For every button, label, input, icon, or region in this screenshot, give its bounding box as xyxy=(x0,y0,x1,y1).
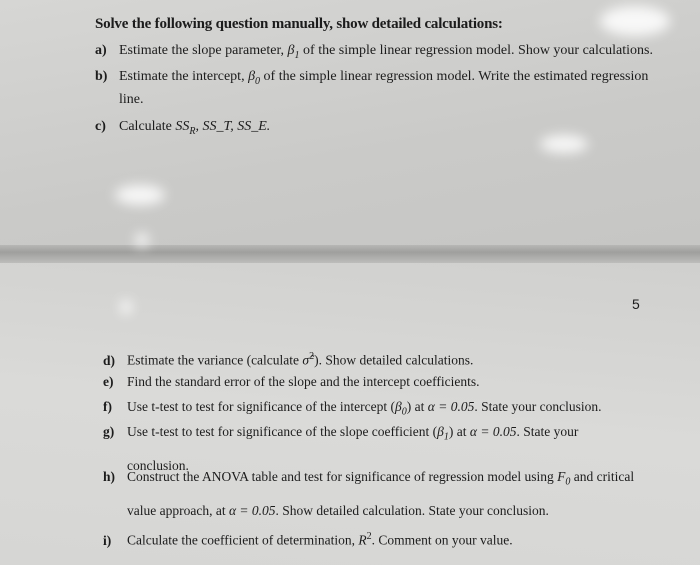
question-d: d) Estimate the variance (calculate σ̂$^2$). Show detailed calculations. xyxy=(103,346,473,372)
question-label: g) xyxy=(103,424,115,439)
page-fold-shadow xyxy=(0,245,700,263)
question-a: a) Estimate the slope parameter, $\beta_1$ of the simple linear regression model. Show your calculations. xyxy=(95,40,653,67)
question-b: b) Estimate the intercept, $\beta_0$ of the simple linear regression model. Write the estimated regression xyxy=(95,66,648,93)
light-glare xyxy=(115,185,165,205)
question-h: h) Construct the ANOVA table and test for significance of regression model using $F_0$ and critical xyxy=(103,466,634,494)
question-c: c) Calculate $SS_R$, SS_T, SS_E. xyxy=(95,116,270,143)
question-label: f) xyxy=(103,399,112,414)
question-f: f) Use t-test to test for significance of the intercept $(\beta_0)$ at α = 0.05. State your conclusion. xyxy=(103,396,601,424)
question-label: i) xyxy=(103,532,112,548)
question-label: c) xyxy=(95,119,106,134)
question-h-continued: value approach, at α = 0.05. Show detailed calculation. State your conclusion. xyxy=(127,503,549,518)
light-glare xyxy=(600,6,670,36)
question-e: e) Find the standard error of the slope and the intercept coefficients. xyxy=(103,371,480,393)
question-i: i) Calculate the coefficient of determination, $R^2$. Comment on your value. xyxy=(103,526,513,552)
question-title: Solve the following question manually, show detailed calculations: xyxy=(95,16,503,32)
light-glare xyxy=(120,300,132,314)
light-glare xyxy=(540,135,588,153)
question-label: h) xyxy=(103,469,116,484)
question-g-continued: conclusion. xyxy=(127,458,189,473)
question-label: d) xyxy=(103,352,116,368)
light-glare xyxy=(135,233,149,247)
question-label: e) xyxy=(103,374,114,389)
page-number: 5 xyxy=(632,296,640,312)
question-b-continued: line. xyxy=(119,92,144,107)
question-label: a) xyxy=(95,43,107,58)
question-g: g) Use t-test to test for significance of the slope coefficient $(\beta_1)$ at α = 0.05. State your xyxy=(103,421,578,449)
question-label: b) xyxy=(95,69,108,84)
